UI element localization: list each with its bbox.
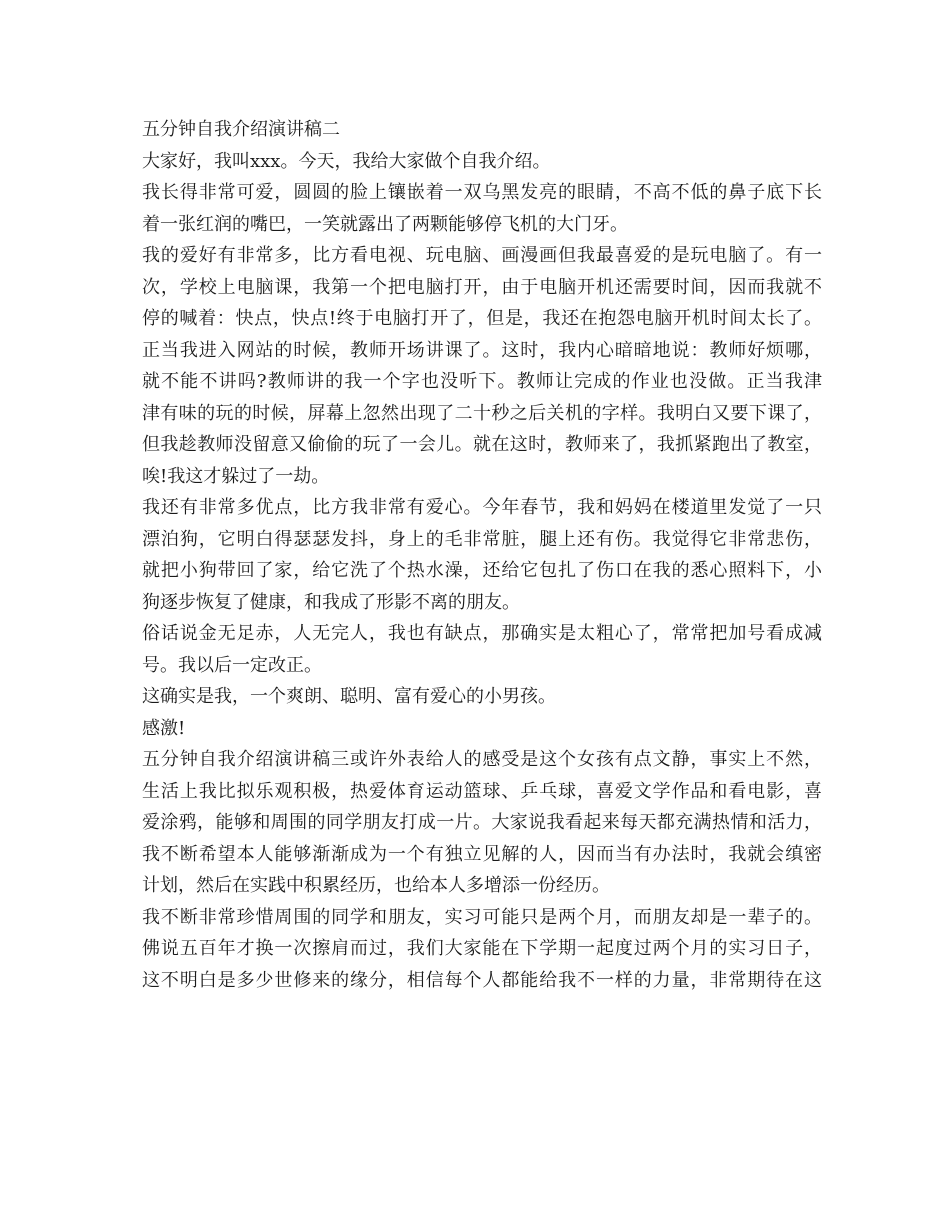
text-line: 就不能不讲吗?教师讲的我一个字也没听下。教师让完成的作业也没做。正当我津	[142, 371, 822, 392]
text-line: 我的爱好有非常多，比方看电视、玩电脑、画漫画但我最喜爱的是玩电脑了。有一	[142, 245, 822, 266]
text-line: 我不断希望本人能够渐渐成为一个有独立见解的人，因而当有办法时，我就会缜密	[142, 843, 822, 865]
text-line: 佛说五百年才换一次擦肩而过，我们大家能在下学期一起度过两个月的实习日子，	[142, 938, 822, 959]
text-line: 计划，然后在实践中积累经历，也给本人多增添一份经历。	[142, 875, 610, 896]
text-line: 狗逐步恢复了健康，和我成了形影不离的朋友。	[142, 591, 520, 613]
text-line: 正当我进入网站的时候，教师开场讲课了。这时，我内心暗暗地说：教师好烦哪，	[142, 339, 822, 361]
section-heading: 五分钟自我介绍演讲稿二	[142, 119, 340, 140]
text-line: 爱涂鸦，能够和周围的同学朋友打成一片。大家说我看起来每天都充满热情和活力，	[142, 812, 822, 833]
text-line: 停的喊着：快点，快点!终于电脑打开了，但是，我还在抱怨电脑开机时间太长了。	[142, 308, 822, 329]
text-line: 漂泊狗，它明白得瑟瑟发抖，身上的毛非常脏，腿上还有伤。我觉得它非常悲伤，	[142, 528, 822, 550]
document-body	[142, 114, 822, 996]
text-line: 生活上我比拟乐观积极，热爱体育运动篮球、乒乓球，喜爱文学作品和看电影，喜	[142, 780, 822, 802]
text-line: 就把小狗带回了家，给它洗了个热水澡，还给它包扎了伤口在我的悉心照料下，小	[142, 560, 822, 581]
text-line: 五分钟自我介绍演讲稿三或许外表给人的感受是这个女孩有点文静，事实上不然，	[142, 749, 822, 770]
text-line: 号。我以后一定改正。	[142, 654, 322, 676]
text-line: 我不断非常珍惜周围的同学和朋友，实习可能只是两个月，而朋友却是一辈子的。	[142, 906, 822, 928]
text-line: 着一张红润的嘴巴，一笑就露出了两颗能够停飞机的大门牙。	[142, 213, 628, 235]
text-line: 次，学校上电脑课，我第一个把电脑打开，由于电脑开机还需要时间，因而我就不	[142, 276, 822, 298]
text-line: 大家好，我叫xxx。今天，我给大家做个自我介绍。	[142, 150, 551, 172]
text-line: 津有味的玩的时候，屏幕上忽然出现了二十秒之后关机的字样。我明白又要下课了，	[142, 402, 822, 424]
text-line: 感激!	[142, 717, 186, 739]
text-line: 我长得非常可爱，圆圆的脸上镶嵌着一双乌黑发亮的眼睛，不高不低的鼻子底下长	[142, 182, 822, 203]
text-line: 这确实是我，一个爽朗、聪明、富有爱心的小男孩。	[142, 686, 556, 707]
text-line: 但我趁教师没留意又偷偷的玩了一会儿。就在这时，教师来了，我抓紧跑出了教室，	[142, 434, 822, 455]
text-line: 我还有非常多优点，比方我非常有爱心。今年春节，我和妈妈在楼道里发觉了一只	[142, 497, 822, 518]
text-line: 俗话说金无足赤，人无完人，我也有缺点，那确实是太粗心了，常常把加号看成减	[142, 623, 822, 644]
text-line: 这不明白是多少世修来的缘分，相信每个人都能给我不一样的力量，非常期待在这	[142, 969, 822, 991]
text-line: 唉!我这才躲过了一劫。	[142, 465, 330, 487]
